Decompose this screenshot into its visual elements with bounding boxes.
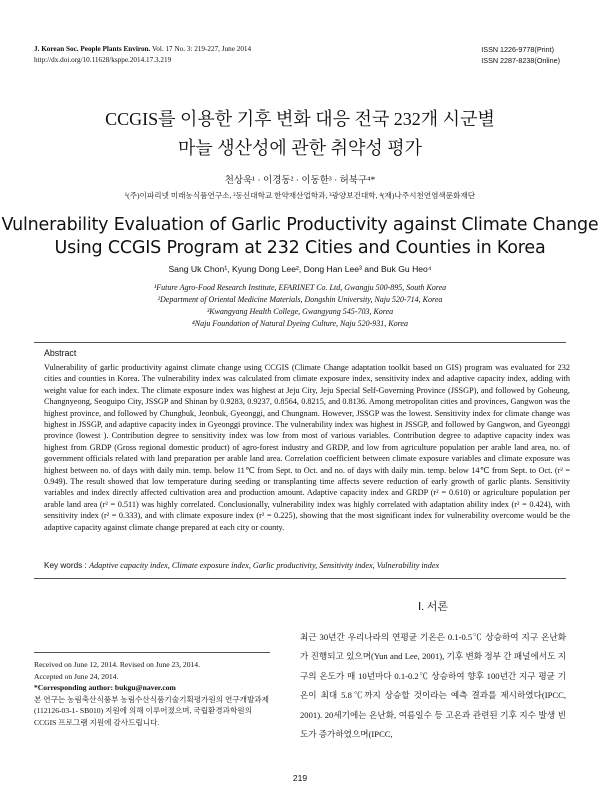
title-korean-line2: 마늘 생산성에 관한 취약성 평가 [177,138,423,158]
authors-korean: 천상욱¹ · 이경동² · 이동한³ · 허북구⁴* [224,176,376,186]
affiliation-1: ¹Future Agro-Food Research Institute, EFARINET Co. Ltd, Gwangju 500-895, South Korea [153,283,447,292]
authors-english: Sang Uk Chon¹, Kyung Dong Lee², Dong Han Lee³ and Buk Gu Heo⁴ [168,264,432,274]
section-heading: Ⅰ. 서론 [418,601,448,613]
page-number: 219 [292,773,308,783]
title-english-line1: Vulnerability Evaluation of Garlic Productivity against Climate Change [1,215,599,235]
title-korean-line1: CCGIS를 이용한 기후 변화 대응 전국 232개 시군별 [105,109,495,129]
title-english [0,214,600,260]
abstract-text: Vulnerability of garlic productivity against climate change using CCGIS (Climate Change adaptation toolkit based on GIS) program was evaluated for 232 cities and counties in Korea. The vulnerability index was calculated from climate exposure index, sensitivity index and adaptive capacity index, adding with weight value for each index. The climate exposure index was highest at Jeju City, Jeju Special Self-Governing Province (JSSGP), and followed by Goheung, Changnyeong, Seoguipo City, JSSGP and Shinan by 0.9283, 0.9237, 0.8564, 0.8215, and 0.8136. Among metropolitan cities and provinces, Gangwon was the highest province, and followed by Chungbuk, Jeonbuk, Gyeonggi, and Chungnam. However, JSSGP was the lowest. Sensitivity index for climate change was highest in JSSGP, and adaptive capacity index in Gyeonggi province. The vulnerability index was highest in JSSGP, and followed by Gangwon, and Gyeonggi province (lowest ). Contribution degree to sensitivity index was low from most of various variables. Contribution degree to adaptive capacity index was highest from GRDP (Gross regional domestic product) of agro-forest industry and GRDP, and low from agriculture population per arable land area, no. of government officials related with land preparation per arable land area. Correlation coefficient between climate exposure variables and climate exposure was highest between no. of days with daily min. temp. below 11℃ from Sept. to Oct. and no. of days with daily min. temp. below 14℃ from Sept. to Oct. (r² = 0.949). The result showed that low temperature during seeding or transplanting time affects severe reduction of early growth of garlic plants. Sensitivity variables and index directly affected cultivation area and production amount. Adaptive capacity index and GRDP (r² = 0.610) or agriculture population per arable land area (r² = 0.511) was highly correlated. Conclusionally, vulnerability index was highly correlated with adaptation ability index (r² = 0.424), with sensitivity index (r² = 0.333), and with climate exposure index (r² = 0.225), showing that the most significant index for vulnerability overcome would be the adaptive capacity against climate change prepared at each city or county. [44,363,570,532]
keywords-label: Key words : [44,561,90,570]
keywords [44,561,439,570]
journal-volume: Vol. 17 No. 3: 219-227, June 2014 [150,45,252,53]
journal-name: J. Korean Soc. People Plants Environ. [34,45,151,53]
abstract-bottom-rule [34,578,566,579]
affiliation-3: ³Kwangyang Health College, Gwangyang 545-703, Korea [206,307,394,316]
corresponding-author: *Corresponding author: bukgu@naver.com [34,683,176,692]
title-korean [0,105,600,163]
abstract-top-rule [34,342,566,343]
funding-note: 본 연구는 농림축산식품부 농림수산식품기술기획평가원의 연구개발과제(112126-03-1- SB010) 지원에 의해 이루어졌으며, 국립환경과학원의 CCGIS 프로그램 지원에 감사드립니다. [34,694,269,727]
keywords-list: Adaptive capacity index, Climate exposure index, Garlic productivity, Sensitivity index, Vulnerability index [89,561,440,570]
affiliations-korean: ¹(주)이파리넷 미래농식품연구소, ²동신대학교 한약재산업학과, ³광양보건대학, ⁴(재)나주시천연염색문화재단 [124,191,476,200]
section-body: 최근 30년간 우리나라의 연평균 기온은 0.1-0.5℃ 상승하여 지구 온난화가 진행되고 있으며(Yun and Lee, 2001), 기후 변화 정부 간 패널에서도 지구의 온도가 매 10년마다 0.1-0.2℃ 상승하여 향후 100년간 지구 평균 기온이 최대 5.8℃까지 상승할 것이라는 예측 결과를 제시하였다(IPCC, 2001). 20세기에는 온난화, 여름일수 등 고온과 관련된 기후 지수 발생 빈도가 증가하였으며(IPCC, [300,632,566,740]
received-date: Received on June 12, 2014. Revised on June 23, 2014. [34,660,200,669]
journal-header [34,44,251,66]
abstract-heading: Abstract [44,348,77,358]
issn-block [481,44,560,66]
footnote-rule [34,652,270,653]
issn-print: ISSN 1226-9778(Print) [481,45,554,54]
doi-link[interactable]: http://dx.doi.org/10.11628/ksppe.2014.17.3.219 [34,56,172,64]
affiliation-2: ²Department of Oriental Medicine Materials, Dongshin University, Naju 520-714, Korea [157,295,443,304]
footnote [34,652,270,728]
accepted-date: Accepted on June 24, 2014. [34,671,119,681]
issn-online: ISSN 2287-8238(Online) [481,56,560,65]
affiliation-4: ⁴Naju Foundation of Natural Dyeing Culture, Naju 520-931, Korea [192,319,408,328]
affiliations-english [0,282,600,330]
title-english-line2: Using CCGIS Program at 232 Cities and Counties in Korea [54,238,546,258]
